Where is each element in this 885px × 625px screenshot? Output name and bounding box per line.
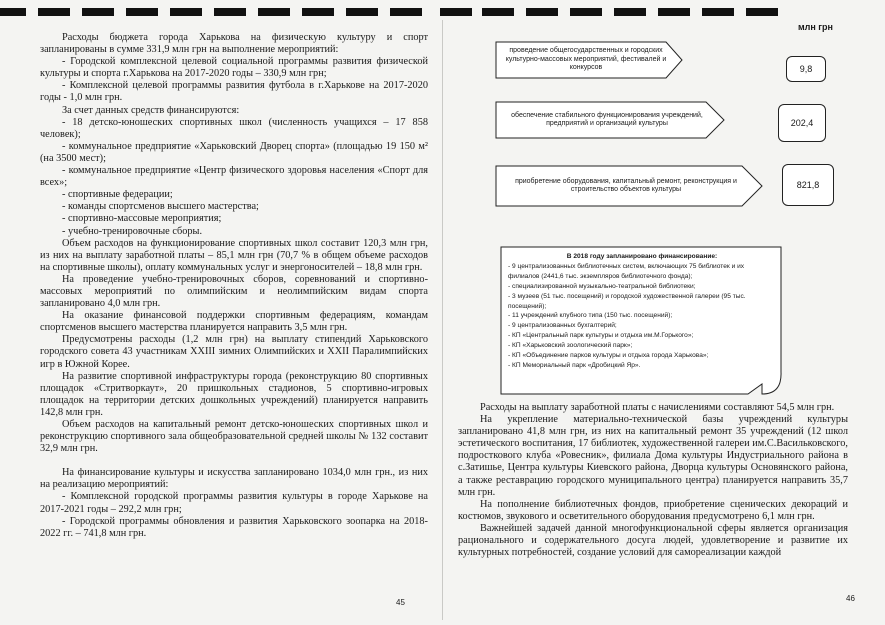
- arrow-box-events: [494, 40, 684, 80]
- note-heading: В 2018 году запланировано финансирование:: [566, 253, 718, 260]
- left-paragraph: - учебно-тренировочные сборы.: [62, 225, 203, 237]
- top-dash: [346, 8, 378, 16]
- left-paragraph: [40, 455, 428, 467]
- left-paragraph: - 18 детско-юношеских спортивных школ (численность учащихся – 17 858 человек);: [40, 116, 428, 140]
- top-dash: [526, 8, 558, 16]
- right-page-body: [458, 402, 848, 559]
- arrow-label: приобретение оборудования, капитальный ремонт, реконструкция и строительство объектов культуры: [515, 177, 737, 193]
- left-paragraph: - коммунальное предприятие «Центр физического здоровья населения «Спорт для всех»;: [40, 165, 428, 189]
- top-dash: [258, 8, 290, 16]
- page-gutter: [442, 20, 443, 620]
- left-page-body: [40, 32, 428, 540]
- left-paragraph: - команды спортсменов высшего мастерства;: [62, 201, 259, 213]
- right-paragraph: Важнейшей задачей данной многофункциональной сферы является организация рационального и содержательного досуга людей, удовлетворение и развитие их культурных потребностей, создание условий для самореализации каждой: [458, 522, 848, 559]
- top-dash: [0, 8, 26, 16]
- left-paragraph: Объем расходов на капитальный ремонт детско-юношеских спортивных школ и реконструкцию спортивного зала общеобразовательной средней школы № 132 составит 32,9 млн грн.: [40, 419, 428, 455]
- left-paragraph: - Комплексной городской программы развития культуры в городе Харькове на 2017-2021 годы – 292,2 млн грн;: [40, 491, 428, 515]
- left-paragraph: Предусмотрены расходы (1,2 млн грн) на выплату стипендий Харьковского городского совета 43 участникам XXIII зимних Олимпийских и XXII Паралимпийских игр в Южной Корее.: [40, 334, 428, 370]
- top-dash: [214, 8, 246, 16]
- top-dash: [38, 8, 70, 16]
- top-dash: [482, 8, 514, 16]
- value-box-operations: 202,4: [778, 104, 826, 142]
- note-item: - специализированной музыкально-театральной библиотеки;: [508, 282, 696, 290]
- note-item: - 3 музеев (51 тыс. посещений) и городской художественной галереи (95 тыс. посещений);: [508, 292, 746, 310]
- arrow-box-equipment: [494, 164, 764, 208]
- value-box-events: 9,8: [786, 56, 826, 82]
- top-dash: [614, 8, 646, 16]
- left-paragraph: - спортивно-массовые мероприятия;: [62, 213, 222, 225]
- note-item: - КП Мемориальный парк «Дробицкий Яр».: [508, 361, 641, 369]
- top-dash: [82, 8, 114, 16]
- right-paragraph: Расходы на выплату заработной платы с начислениями составляют 54,5 млн грн.: [480, 402, 835, 413]
- left-paragraph: На проведение учебно-тренировочных сборов, соревнований и спортивно-массовых мероприятий по олимпийским и неолимпийским видам спорта запланировано 4,0 млн грн.: [40, 273, 428, 310]
- funding-note-callout: [500, 246, 782, 396]
- right-paragraph: На укрепление материально-технической базы учреждений культуры запланировано 41,8 млн грн, из них на капитальный ремонт 35 учреждений (12 школ эстетического воспитания, 17 библиотек, художественной галереи им.С.Васильковского, подросткового клуба «Ровесник», филиала Дома культуры Индустриального района в с.Затишье, Центра культуры Киевского района, Дворца культуры Основянского района, а также реставрацию городского муниципального центра) планируется направить 35,7 млн грн.: [458, 414, 848, 498]
- top-dash: [658, 8, 690, 16]
- top-dash: [170, 8, 202, 16]
- top-dash: [126, 8, 158, 16]
- left-paragraph: Объем расходов на функционирование спортивных школ составит 120,3 млн грн, из них на выплату заработной платы – 85,1 млн грн (70,7 % в общем объеме расходов на спортивные школы), оплату коммунальных услуг и энергоносителей – 18,8 млн грн.: [40, 237, 428, 273]
- top-dash: [440, 8, 472, 16]
- note-item: - 9 централизованных библиотечных систем, включающих 75 библиотек и их филиалов (2441,6 тыс. экземпляров библиотечного фонда);: [508, 262, 745, 280]
- right-paragraph: На пополнение библиотечных фондов, приобретение сценических декораций и костюмов, звукового и осветительного оборудования предусмотрено 6,1 млн грн.: [458, 498, 848, 522]
- value-box-equipment: 821,8: [782, 164, 834, 206]
- left-paragraph: - Городской программы обновления и развития Харьковского зоопарка на 2018-2022 гг. – 741,8 млн грн.: [40, 515, 428, 539]
- top-dash: [746, 8, 778, 16]
- arrow-label: обеспечение стабильного функционирования учреждений, предприятий и организаций культуры: [511, 111, 703, 127]
- note-text: [508, 252, 776, 371]
- note-item: - КП «Центральный парк культуры и отдыха им.М.Горького»;: [508, 332, 694, 340]
- note-item: - 11 учреждений клубного типа (150 тыс. посещений);: [508, 312, 673, 320]
- left-page-number: 45: [396, 598, 405, 607]
- top-dash: [702, 8, 734, 16]
- top-border-dashes: [0, 8, 885, 18]
- note-items: [508, 262, 776, 371]
- top-dash: [390, 8, 422, 16]
- left-paragraph: - спортивные федерации;: [62, 189, 173, 201]
- arrow-label: проведение общегосударственных и городских культурно-массовых мероприятий, фестивалей и конкурсов: [505, 47, 667, 72]
- left-paragraph: - коммунальное предприятие «Харьковский Дворец спорта» (площадью 19 150 м² (на 3500 мест);: [40, 140, 428, 164]
- top-dash: [302, 8, 334, 16]
- left-paragraph: - Городской комплексной целевой социальной программы развития физической культуры и спорта г.Харькова на 2017-2020 годы – 330,9 млн грн;: [40, 56, 428, 80]
- left-paragraph: Расходы бюджета города Харькова на физическую культуру и спорт запланированы в сумме 331,9 млн грн на выполнение мероприятий:: [40, 32, 428, 56]
- left-paragraph: На оказание финансовой поддержки спортивным федерациям, командам спортсменов высшего мастерства планируется направить 3,5 млн грн.: [40, 310, 428, 334]
- note-item: - КП «Харьковский зоологический парк»;: [508, 342, 633, 350]
- arrow-box-operations: [494, 100, 726, 140]
- note-item: - 9 централизованных бухгалтерий;: [508, 322, 617, 330]
- note-item: - КП «Объединение парков культуры и отдыха города Харькова»;: [508, 352, 709, 360]
- left-paragraph: На развитие спортивной инфраструктуры города (реконструкцию 80 спортивных площадок «Стритворкаут», 20 пришкольных стадионов, 5 спортивно-игровых площадок на территории детских дошкольных учреждений) планируется направить 142,8 млн грн.: [40, 370, 428, 418]
- left-paragraph: - Комплексной целевой программы развития футбола в г.Харькове на 2017-2020 годы - 1,0 млн грн.: [40, 80, 428, 104]
- right-page-number: 46: [846, 594, 855, 603]
- column-unit-label: млн грн: [798, 22, 833, 32]
- left-paragraph: За счет данных средств финансируются:: [62, 104, 240, 116]
- top-dash: [570, 8, 602, 16]
- left-paragraph: На финансирование культуры и искусства запланировано 1034,0 млн грн., из них на реализацию мероприятий:: [40, 467, 428, 491]
